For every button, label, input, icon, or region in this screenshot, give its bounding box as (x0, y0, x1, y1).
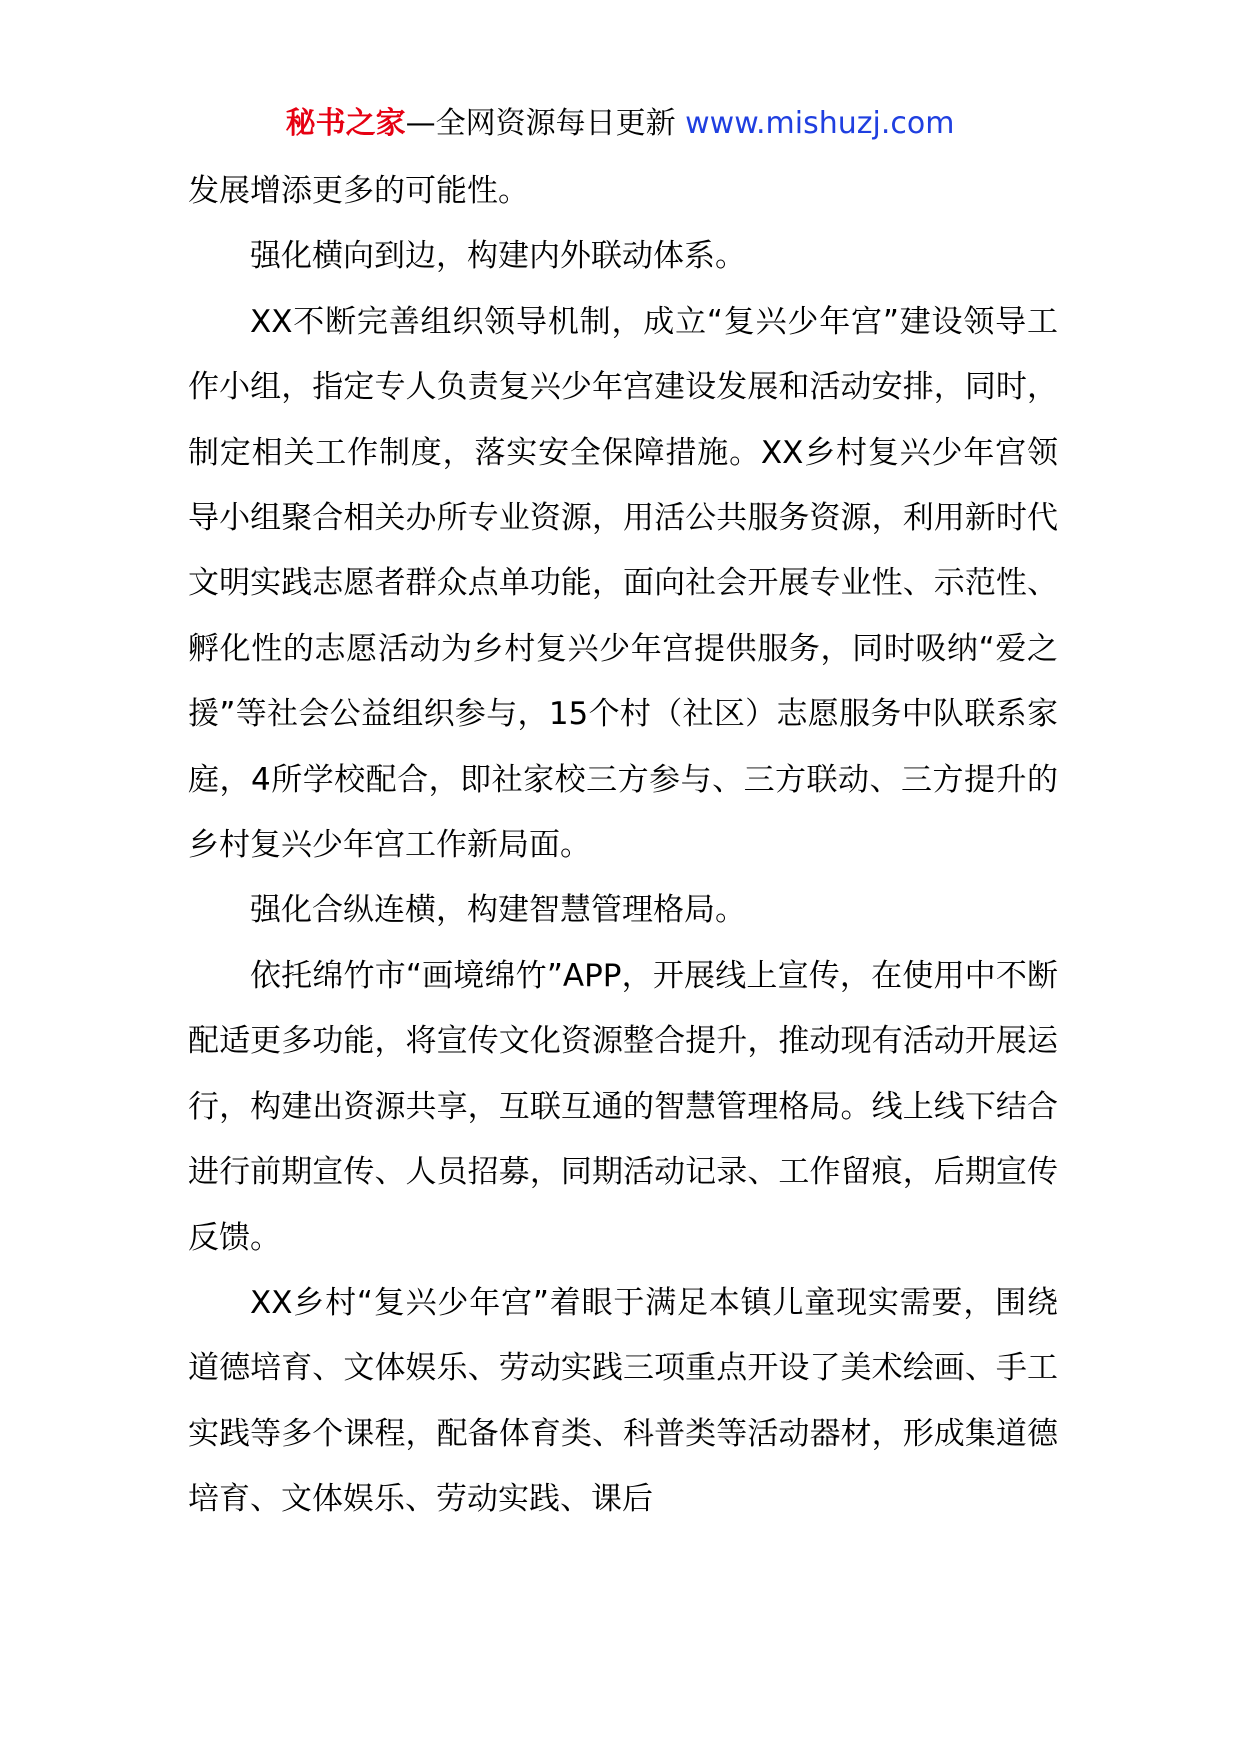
section-heading: 强化横向到边，构建内外联动体系。 (250, 238, 746, 275)
header-tagline: —全网资源每日更新 (405, 106, 686, 141)
paragraph: 依托绵竹市“画境绵竹”APP，开展线上宣传，在使用中不断配适更多功能，将宣传文化资源整合提升，推动现有活动开展运行，构建出资源共享，互联互通的智慧管理格局。线上线下结合进行前期宣传、人员招募，同期活动记录、工作留痕，后期宣传反馈。 (188, 957, 1058, 1256)
paragraph: XX不断完善组织领导机制，成立“复兴少年宫”建设领导工作小组，指定专人负责复兴少年宫建设发展和活动安排，同时，制定相关工作制度，落实安全保障措施。XX乡村复兴少年宫领导小组聚合相关办所专业资源，用活公共服务资源，利用新时代文明实践志愿者群众点单功能，面向社会开展专业性、示范性、孵化性的志愿活动为乡村复兴少年宫提供服务，同时吸纳“爱之援”等社会公益组织参与，15个村（社区）志愿服务中队联系家庭，4所学校配合，即社家校三方参与、三方联动、三方提升的乡村复兴少年宫工作新局面。 (188, 303, 1058, 864)
document-body (188, 159, 1058, 1533)
brand-name: 秘书之家 (285, 106, 406, 141)
page-header (0, 104, 1240, 144)
paragraph: XX乡村“复兴少年宫”着眼于满足本镇儿童现实需要，围绕道德培育、文体娱乐、劳动实践三项重点开设了美术绘画、手工实践等多个课程，配备体育类、科普类等活动器材，形成集道德培育、文体娱乐、劳动实践、课后 (188, 1284, 1058, 1518)
site-url-link[interactable]: www.mishuzj.com (685, 106, 955, 141)
paragraph-continuation: 发展增添更多的可能性。 (188, 173, 529, 209)
section-heading: 强化合纵连横，构建智慧管理格局。 (250, 892, 746, 929)
